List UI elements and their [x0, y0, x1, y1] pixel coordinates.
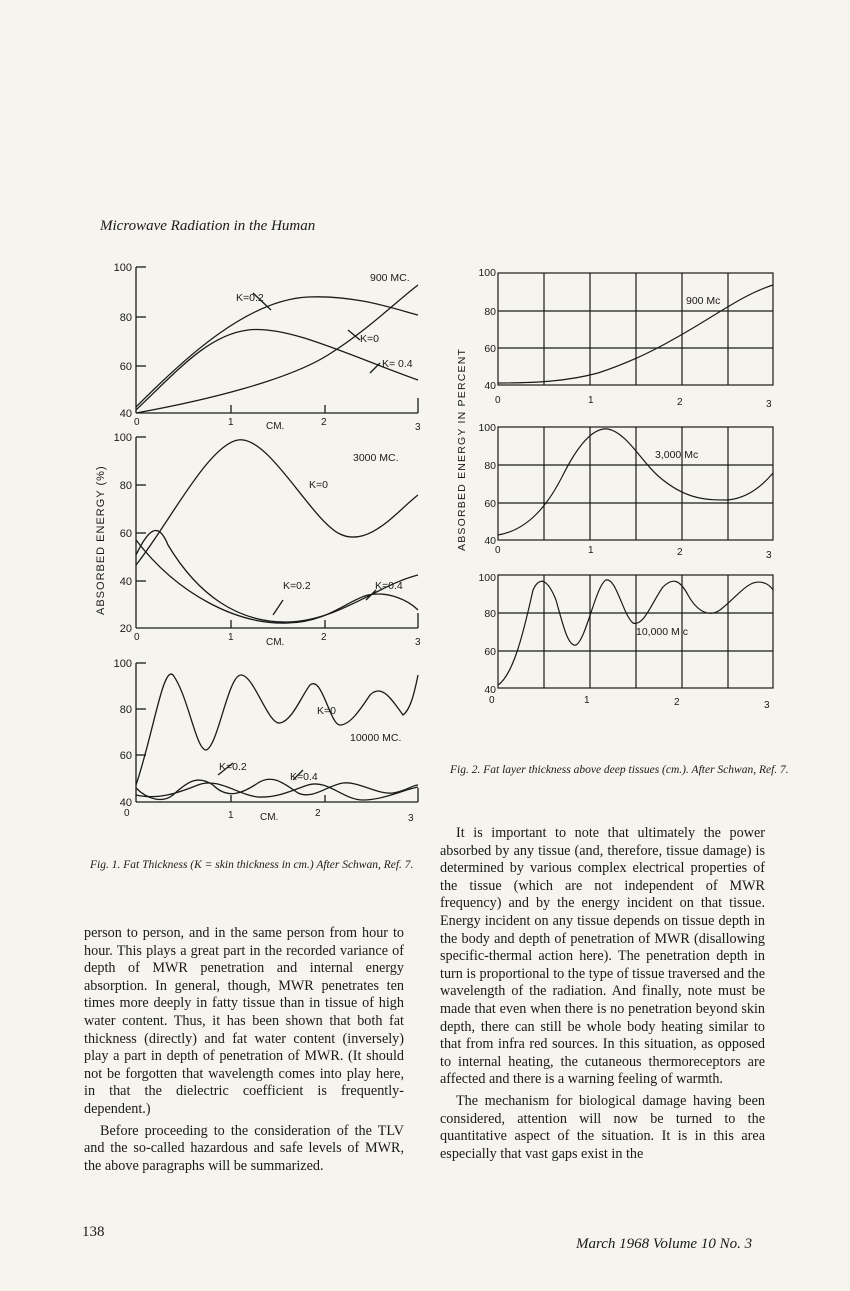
fig1-p2-label: K=0.2	[283, 580, 311, 592]
fig1-p1-ytick: 100	[113, 262, 132, 274]
fig1-p2-label: K=0	[309, 479, 328, 491]
fig2-p3-xtick: 0	[489, 695, 495, 706]
fig1-p3-xtick: 2	[315, 808, 321, 819]
fig2-p2-xtick: 2	[677, 547, 683, 558]
fig1-900-k0-curve	[136, 297, 418, 407]
fig2-p1-ytick: 80	[484, 306, 496, 318]
left-column-text	[84, 925, 404, 1175]
fig2-p2-ytick: 80	[484, 460, 496, 472]
fig1-caption: Fig. 1. Fat Thickness (K = skin thickness in cm.) After Schwan, Ref. 7.	[90, 859, 414, 871]
fig2-p2-freq: 3,000 Mc	[655, 449, 699, 461]
fig1-p1-ytick: 80	[119, 312, 132, 324]
fig2-p1-xtick: 1	[588, 395, 594, 406]
fig2-p1-ytick: 100	[478, 267, 496, 279]
right-column-text	[440, 825, 765, 1163]
fig1-p1-label: K=0.2	[236, 292, 264, 304]
fig1-p2-ytick: 80	[119, 480, 132, 492]
fig1-p2-xtick: 3	[415, 637, 421, 648]
fig1-p3-xtick: 0	[124, 808, 130, 819]
fig1-p3-ytick: 100	[113, 658, 132, 670]
fig1-p3-label: K=0.2	[219, 761, 247, 773]
fig1-p3-xtick: 3	[408, 813, 414, 824]
fig2-p3-ytick: 40	[484, 684, 496, 696]
fig1-p3-ytick: 40	[119, 797, 132, 809]
fig1-p3-xtick: 1	[228, 810, 234, 821]
fig2-p3-ytick: 60	[484, 646, 496, 658]
fig2-p1-xtick: 2	[677, 397, 683, 408]
fig1-p2-xtick: 1	[228, 632, 234, 643]
fig1-p1-xtick: 0	[134, 417, 140, 428]
fig2-p3-freq: 10,000 M c	[636, 626, 688, 638]
fig2-p3-ytick: 100	[478, 572, 496, 584]
fig1-p2-xtick: 0	[134, 632, 140, 643]
fig2-p1-ytick: 40	[484, 380, 496, 392]
fig2-caption: Fig. 2. Fat layer thickness above deep tissues (cm.). After Schwan, Ref. 7.	[450, 764, 789, 776]
fig1-p3-ytick: 60	[119, 750, 132, 762]
fig1-p2-ytick: 20	[119, 623, 132, 635]
fig2-p1-freq: 900 Mc	[686, 295, 721, 307]
fig2-p1-ytick: 60	[484, 343, 496, 355]
fig1-p1-label: K=0	[360, 333, 379, 345]
fig1-p2-xtick: 2	[321, 632, 327, 643]
left-paragraph: Before proceeding to the consideration of the TLV and the so-called hazardous and safe levels of MWR, the above paragraphs will be summarized.	[84, 1122, 404, 1174]
running-title: Microwave Radiation in the Human	[100, 218, 316, 234]
fig2-y-axis-label: ABSORBED ENERGY IN PERCENT	[456, 347, 468, 551]
fig1-p1-ytick: 40	[119, 408, 132, 420]
fig1-y-axis-label: ABSORBED ENERGY (%)	[95, 465, 107, 615]
fig1-p1-xtick: 2	[321, 417, 327, 428]
fig1-p1-xtick: 3	[415, 422, 421, 433]
fig2-p2-xtick: 1	[588, 545, 594, 556]
fig2-p2-xtick: 0	[495, 545, 501, 556]
fig1-p3-ytick: 80	[119, 704, 132, 716]
fig1-p3-xunit: CM.	[260, 812, 279, 823]
fig1-p2-ytick: 100	[113, 432, 132, 444]
fig1-p1-xtick: 1	[228, 417, 234, 428]
left-paragraph: person to person, and in the same person from hour to hour. This plays a great part in the recorded variance of depth of MWR penetration and internal energy absorption. In general, though, MWR penetrates ten times more deeply in fatty tissue than in tissue of high water content. Thus, it has been shown that both fat thickness (directly) and fat water content (inversely) play a part in depth of penetration of MWR. (It should not be forgotten that wavelength comes into play here, in that the dielectric coefficient is frequently-dependent.)	[84, 925, 404, 1117]
fig2-p3-xtick: 3	[764, 700, 770, 711]
fig1-p3-label: K=0.4	[290, 771, 318, 783]
right-paragraph: The mechanism for biological damage having been considered, attention will now be turned to the quantitative aspect of the situation. It is in this area especially that vast gaps exist in the	[440, 1092, 765, 1162]
fig1-p1-freq: 900 MC.	[370, 272, 410, 284]
fig1-p2-label: K=0.4	[375, 580, 403, 592]
fig1-p3-freq: 10000 MC.	[350, 732, 402, 744]
fig2-p3-xtick: 1	[584, 695, 590, 706]
issue-line: March 1968 Volume 10 No. 3	[576, 1236, 753, 1252]
fig2-p2-xtick: 3	[766, 550, 772, 561]
fig2-p1-xtick: 0	[495, 395, 501, 406]
fig1-p2-ytick: 40	[119, 576, 132, 588]
fig2-p3-ytick: 80	[484, 608, 496, 620]
figure-1	[88, 255, 438, 825]
page-number: 138	[82, 1224, 105, 1240]
fig1-p1-label: K= 0.4	[382, 358, 413, 370]
fig2-p2-ytick: 60	[484, 498, 496, 510]
fig1-p1-xunit: CM.	[266, 421, 285, 432]
figure-2	[448, 255, 783, 715]
fig1-p2-xunit: CM.	[266, 637, 285, 648]
fig2-p1-xtick: 3	[766, 399, 772, 410]
fig2-p2-ytick: 40	[484, 535, 496, 547]
fig1-10000-k0-curve	[136, 674, 418, 785]
right-paragraph: It is important to note that ultimately the power absorbed by any tissue (and, therefore, tissue damage) is determined by various complex electrical properties of the tissue (which are not independent of MWR frequency) and by the energy incident on that tissue. Energy incident on any tissue depends on tissue depth in the body and depth of penetration of MWR (disallowing specific-thermal action here). The penetration depth in turn is proportional to the type of tissue traversed and the wavelength of the radiation. And finally, note must be made that even when there is no penetration beyond skin depth, there can still be whole body heating similar to that from infra red sources. In this situation, as opposed to internal heating, the cutaneous thermoreceptors are affected and there is a warning feeling of warmth.	[440, 825, 765, 1088]
fig2-p2-ytick: 100	[478, 422, 496, 434]
fig1-p1-ytick: 60	[119, 361, 132, 373]
fig1-p3-label: K=0	[317, 705, 336, 717]
fig2-p3-xtick: 2	[674, 697, 680, 708]
fig1-p2-ytick: 60	[119, 528, 132, 540]
fig1-p2-freq: 3000 MC.	[353, 452, 399, 464]
